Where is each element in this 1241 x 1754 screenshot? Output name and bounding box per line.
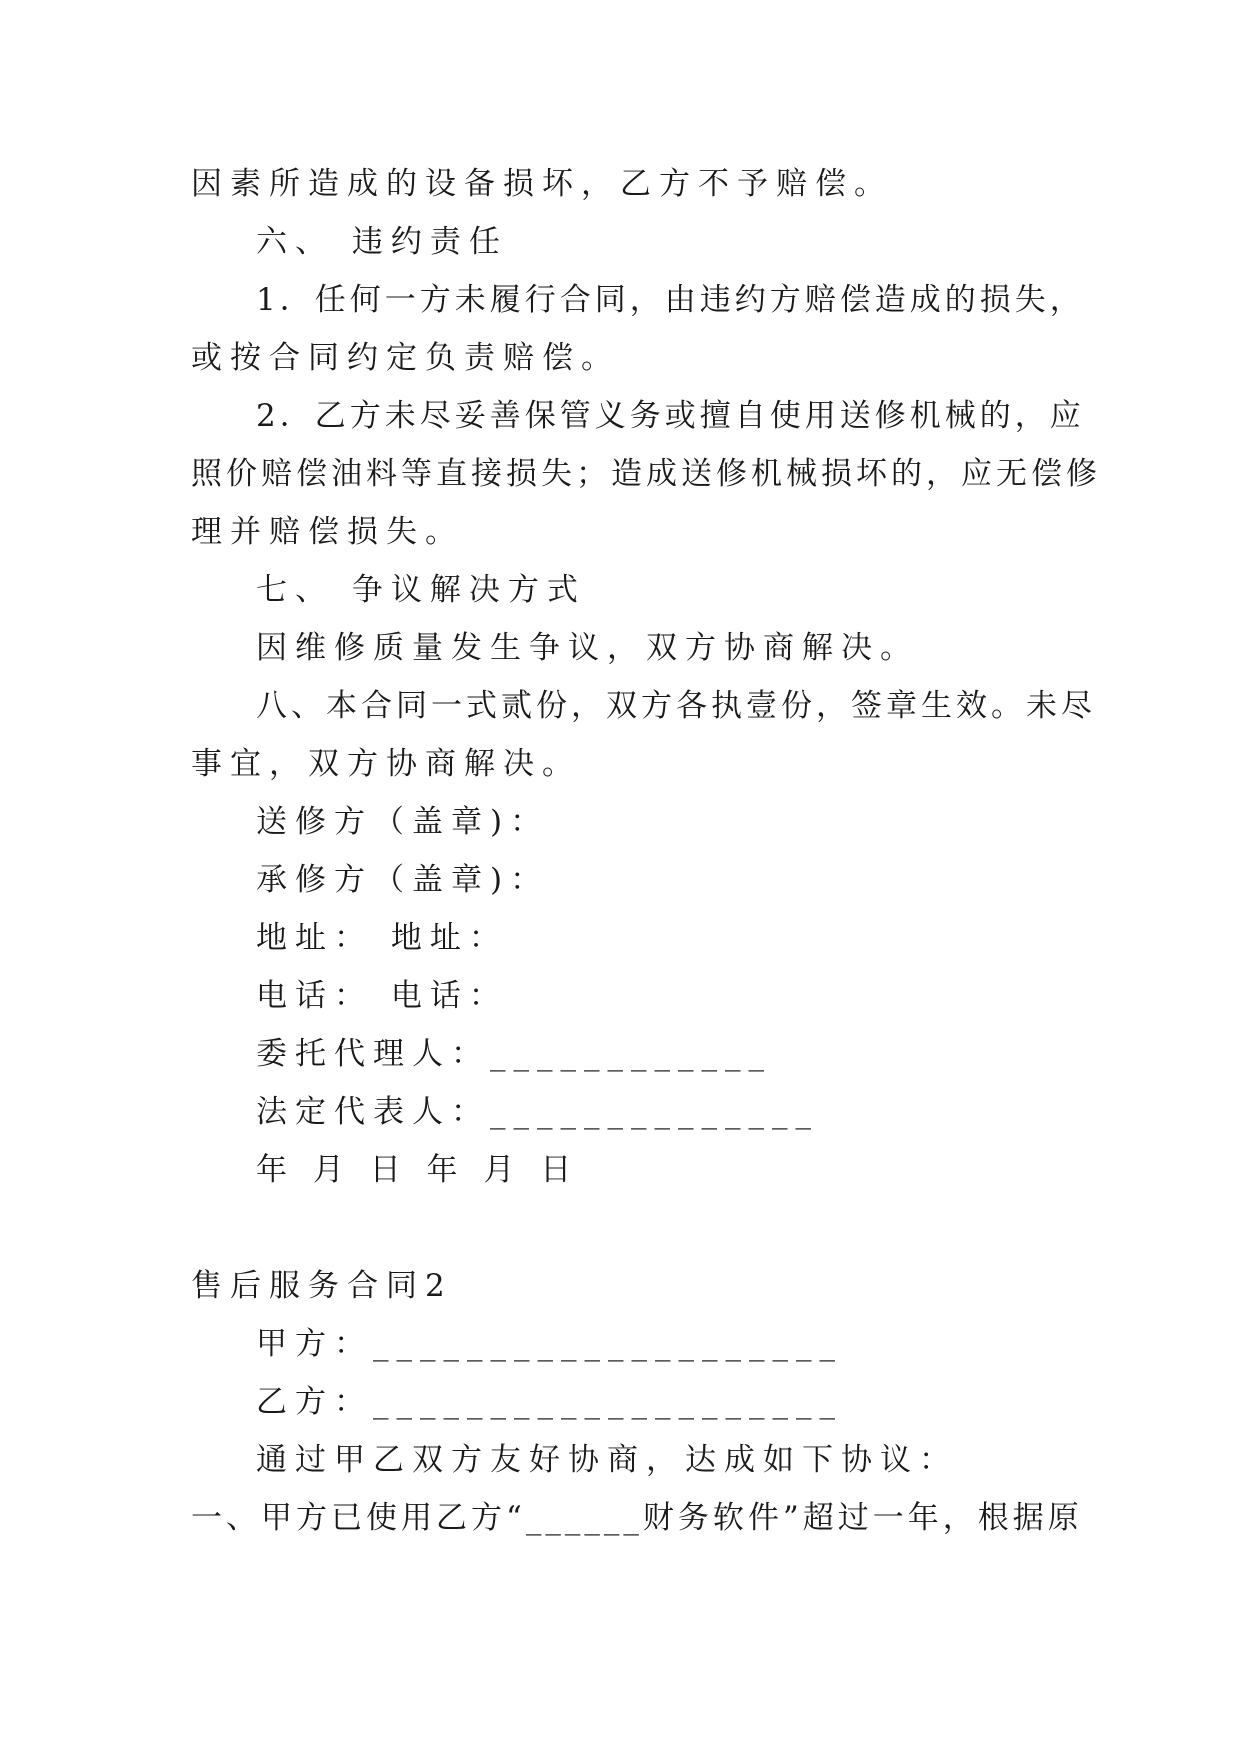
phone-field: 电话： 电话：	[256, 978, 508, 1014]
paragraph-line: 理并赔偿损失。	[191, 514, 464, 550]
party-b-field: 乙方：____________________	[256, 1384, 843, 1420]
signature-field: 送修方（盖章)：	[256, 804, 550, 840]
paragraph-line: 八、本合同一式贰份，双方各执壹份，签章生效。未尽	[256, 688, 1096, 724]
signature-field: 承修方（盖章)：	[256, 862, 550, 898]
address-field: 地址： 地址：	[256, 920, 508, 956]
paragraph-line: 因素所造成的设备损坏，乙方不予赔偿。	[191, 166, 893, 202]
paragraph-line: 一、甲方已使用乙方“______财务软件”超过一年，根据原	[191, 1500, 1083, 1536]
date-field: 年 月 日 年 月 日	[256, 1152, 580, 1188]
paragraph-line: 因维修质量发生争议，双方协商解决。	[256, 630, 919, 666]
contract-title: 售后服务合同2	[191, 1268, 453, 1304]
representative-field: 法定代表人：______________	[256, 1094, 819, 1130]
paragraph-line: 或按合同约定负责赔偿。	[191, 340, 620, 376]
paragraph-line: 2．乙方未尽妥善保管义务或擅自使用送修机械的，应	[256, 398, 1085, 434]
paragraph-line: 通过甲乙双方友好协商，达成如下协议：	[256, 1442, 958, 1478]
paragraph-line: 1．任何一方未履行合同，由违约方赔偿造成的损失，	[256, 282, 1085, 318]
section-heading: 六、 违约责任	[256, 224, 508, 260]
party-a-field: 甲方：____________________	[256, 1326, 843, 1362]
paragraph-line: 照价赔偿油料等直接损失；造成送修机械损坏的，应无偿修	[191, 456, 1101, 492]
agent-field: 委托代理人：____________	[256, 1036, 772, 1072]
paragraph-line: 事宜，双方协商解决。	[191, 746, 581, 782]
section-heading: 七、 争议解决方式	[256, 572, 586, 608]
